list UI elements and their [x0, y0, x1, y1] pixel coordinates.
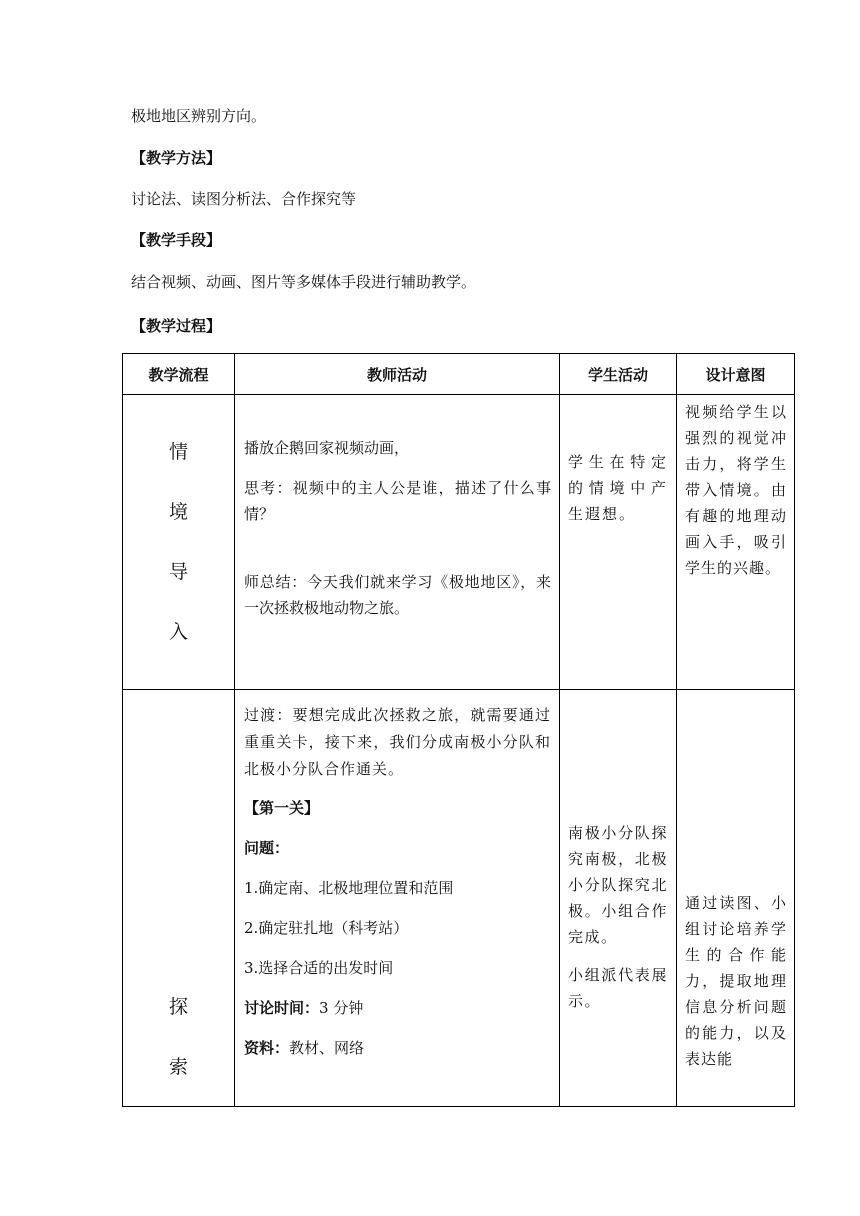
- material-label: 资料：: [244, 1039, 290, 1057]
- header-intent: 设计意图: [677, 354, 795, 395]
- intent-text: 通过读图、小组讨论培养学生的合作能力，提取地理信息分析问题的能力，以及表达能: [685, 894, 787, 1068]
- teacher-line: 师总结：今天我们就来学习《极地地区》，来一次拯救极地动物之旅。: [244, 573, 551, 617]
- time-label: 讨论时间：: [244, 999, 320, 1017]
- teacher-line: 思考：视频中的主人公是谁，描述了什么事情？: [244, 479, 551, 523]
- question-item: 1.确定南、北极地理位置和范围: [244, 879, 454, 897]
- intent-text: 视频给学生以强烈的视觉冲击力，将学生带入情境。由有趣的地理动画入手，吸引学生的兴趣。: [685, 403, 787, 577]
- question-label: 问题：: [244, 839, 290, 857]
- level-heading: 【第一关】: [244, 799, 320, 817]
- stage-char: 导: [168, 561, 188, 583]
- student-text: 南极小分队探究南极，北极小分队探究北极。小组合作完成。: [568, 824, 668, 946]
- teaching-process-table: [122, 353, 795, 1107]
- stage-cell: [123, 690, 235, 1107]
- teacher-activity-cell: [235, 690, 560, 1107]
- student-activity-cell: [560, 395, 677, 690]
- method-text: 讨论法、读图分析法、合作探究等: [131, 190, 357, 208]
- student-text: 学生在特定的情境中产生遐想。: [568, 453, 668, 523]
- transition-text: 过渡：要想完成此次拯救之旅，就需要通过重重关卡，接下来，我们分成南极小分队和北极小分队合作通关。: [244, 706, 551, 778]
- stage-char: 探: [168, 996, 188, 1018]
- header-student: 学生活动: [560, 354, 677, 395]
- design-intent-cell: [677, 690, 795, 1107]
- discussion-time: [244, 995, 551, 1021]
- stage-char: 入: [168, 621, 188, 643]
- student-activity-cell: [560, 690, 677, 1107]
- question-item: 2.确定驻扎地（科考站）: [244, 919, 409, 937]
- table-header-row: [123, 354, 795, 395]
- stage-char: 境: [168, 501, 188, 523]
- table-row: [123, 395, 795, 690]
- means-text: 结合视频、动画、图片等多媒体手段进行辅助教学。: [131, 273, 477, 291]
- header-teacher: 教师活动: [235, 354, 560, 395]
- time-value: 3 分钟: [319, 999, 364, 1017]
- teacher-activity-cell: [235, 395, 560, 690]
- teacher-line: 播放企鹅回家视频动画，: [244, 439, 410, 457]
- stage-char: 情: [168, 441, 188, 463]
- method-heading: 【教学方法】: [131, 149, 222, 167]
- means-heading: 【教学手段】: [131, 231, 222, 249]
- intro-line: 极地地区辨别方向。: [131, 107, 267, 125]
- table-row: [123, 690, 795, 1107]
- question-item: 3.选择合适的出发时间: [244, 959, 394, 977]
- materials: [244, 1035, 551, 1061]
- material-value: 教材、网络: [289, 1039, 365, 1057]
- stage-cell: [123, 395, 235, 690]
- design-intent-cell: [677, 395, 795, 690]
- stage-char: 索: [168, 1056, 188, 1078]
- process-heading: 【教学过程】: [131, 317, 222, 335]
- student-text: 小组派代表展示。: [568, 966, 668, 1010]
- header-process: 教学流程: [123, 354, 235, 395]
